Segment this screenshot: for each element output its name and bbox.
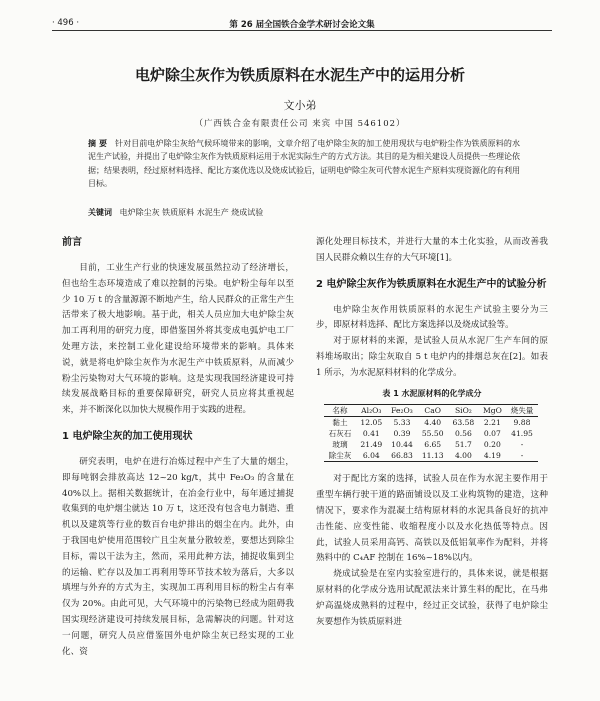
affiliation: （广西铁合金有限责任公司 来宾 中国 546102） [194,119,406,129]
section-2-paragraph-4: 烧成试验是在室内实验室进行的，具体来说，就是根据原材料的化学成分选用试配派法来计算生料的配比，在马弗炉高温烧成熟料的过程中，经过正交试验，获得了电炉除尘灰要想作为铁质原料进 [316,569,548,627]
table-1 [324,404,538,462]
table-cell: 4.40 [424,418,442,428]
table-cell: - [520,440,524,450]
table-cell: 51.7 [454,440,472,450]
continued-paragraph: 源化处理目标技术，并进行大量的本土化实验，从而改善我国人民群众赖以生存的大气环境[1]。 [316,237,548,263]
keywords [88,207,520,218]
table-header-cell: 名称 [332,406,348,416]
table-cell: 4.19 [483,451,501,461]
table-row [324,417,538,429]
table-cell: 4.00 [454,451,472,461]
preface-paragraph: 目前，工业生产行业的快速发展虽然拉动了经济增长，但也给生态环境造成了难以控制的污染。电炉粉尘每年以至少 10 万 t 的含量源源不断地产生，给人民群众的正常生产生活带来了极大地影响。基于此，相关人员应加大电炉除尘灰加工再利用的研究力度，即借鉴国外将其变成电弧炉电工厂处理方法，来控制工业化建设给环境带来的影响。具体来说，就是将电炉除尘灰作为水泥生产中铁质原料，从而减少粉尘污染物对大气环境的影响。这是实现我国经济建设可持续发展战略目标的重要保障研究，研究人员应将其重视起来，并不断深化以加快大规模作用于实践的进程。 [62,263,294,416]
table-cell: 2.21 [483,418,501,428]
table-cell: 5.33 [393,418,411,428]
section-2-heading: 2 电炉除尘灰作为铁质原料在水泥生产中的试验分析 [316,278,547,290]
table-cell: 63.58 [452,418,475,428]
author-name: 文小弟 [283,99,317,112]
table-row [324,439,538,450]
page-number: · 496 · [52,18,80,28]
running-header [52,16,552,31]
table-cell: 0.56 [454,429,472,439]
paper-title: 电炉除尘灰作为铁质原料在水泥生产中的运用分析 [134,66,465,84]
section-1-heading: 1 电炉除尘灰的加工使用现状 [62,430,193,442]
section-preface-heading: 前言 [62,237,82,248]
table-header-cell: MgO [482,406,502,416]
table-cell: 6.04 [362,451,380,461]
section-2-paragraph-2: 对于原材料的来源，是试验人员从水泥厂生产车间的原料堆场取出；除尘灰取自 5 t 电炉内的排烟总灰在[2]。如表 1 所示，为水泥原料材料的化学成分。 [316,336,548,378]
table-1-caption: 表 1 水泥原材料的化学成分 [382,388,482,398]
journal-title: 第 26 届全国铁合金学术研讨会论文集 [229,20,375,30]
table-cell: 0.39 [393,429,411,439]
table-header-cell: CaO [424,406,441,416]
table-cell: 12.05 [360,418,383,428]
table-row [324,428,538,439]
table-cell: 41.95 [511,429,533,439]
table-header-cell: Fe₂O₃ [391,406,413,416]
table-cell: 0.20 [483,440,501,450]
table-header-cell: 烧失量 [510,406,534,416]
abstract-text: 针对目前电炉除尘灰给气候环境带来的影响，文章介绍了电炉除尘灰的加工使用现状与电炉粉尘作为铁质原料的水泥生产试验，并提出了电炉除尘灰作为铁质原料运用于水泥实际生产的方式方法。其目的是为相关建设人员提供一些理论依据；结果表明，经过原材料选择、配比方案优选以及烧成试验后，证明电炉除尘灰可代替水泥生产原料实现资源化的有利用目标。 [88,139,520,188]
table-cell: 9.88 [513,418,531,428]
keywords-label: 关键词 [88,208,112,217]
table-cell: 石灰石 [328,429,352,439]
table-header-cell: SiO₂ [454,406,472,416]
abstract [88,137,520,190]
table-header-cell: Al₂O₃ [361,406,382,416]
table-cell: 0.41 [362,429,380,439]
table-cell: 黏土 [332,418,348,428]
table-cell: - [520,451,524,461]
table-cell: 21.49 [360,440,383,450]
table-cell: 11.13 [421,451,444,461]
table-cell: 55.50 [421,429,444,439]
table-row [324,450,538,462]
abstract-label: 摘 要 [88,139,108,148]
section-1-paragraph: 研究表明，电炉在进行冶炼过程中产生了大量的烟尘，即每吨钢会排放高达 12~20 kg/t，其中 Fe₂O₃ 的含量在 40%以上。据相关数据统计，在冶金行业中，每年通过捕捉收集到的电炉烟尘就达 10 万 t，这还没有包含电力制造、重机以及建筑等行业的数百台电炉排出的烟尘在内。此外，由于我国电炉使用范围较广且尘灰量分散较差，要想达到除尘目标，需以干法为主，然而，采用此种方法，捕捉收集到尘的运输、贮存以及加工再利用等环节技术较为落后，大多以填埋与外弃的方式为主，实现加工再利用目标的粉尘占有率仅为 20%。由此可见，大气环境中的污染物已经成为阻碍我国实现经济建设可持续发展目标，急需解决的问题。针对这一问题，研究人员应借鉴国外电炉除尘灰已经实现的工业化、资 [62,456,294,657]
right-column [316,235,548,630]
keywords-text: 电炉除尘灰 铁质原料 水泥生产 烧成试验 [119,208,264,217]
section-2-paragraph-3: 对于配比方案的选择，试验人员在作为水泥主要作用于重型车辆行驶干道的路面铺设以及工业构筑物的建造，这种情况下，要求作为混凝土结构原材料的水泥具备良好的抗冲击性能、应变性能、收缩程度小以及水化热低等特点。因此，试验人员采用高钙、高铁以及低铝氧率作为配料，并将熟料中的 C₄AF 控制在 16%~18%以内。 [316,474,548,564]
table-cell: 66.83 [391,451,413,461]
table-cell: 10.44 [391,440,413,450]
table-cell: 0.07 [483,429,501,439]
table-cell: 6.65 [424,440,442,450]
left-column [62,235,294,660]
table-cell: 玻璃 [332,440,348,450]
table-cell: 除尘灰 [328,451,352,461]
section-2-paragraph-1: 电炉除尘灰作用铁质原料的水泥生产试验主要分为三步，即原材料选择、配比方案选择以及烧成试验等。 [316,304,548,331]
